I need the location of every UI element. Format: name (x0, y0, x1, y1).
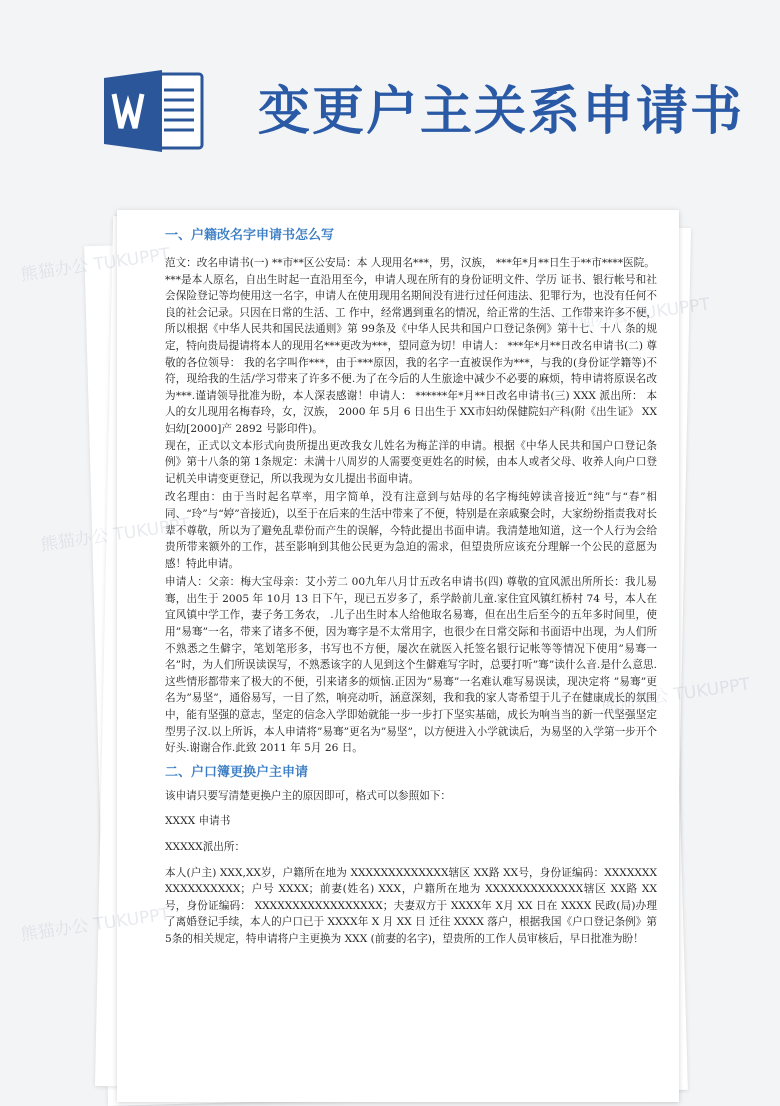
paragraph-5: 申请人：父亲：梅大宝母亲：艾小芳二 00九年八月廿五改名申请书(四) 尊敬的宜风派出所所长：我儿易骞，出生于 2005 年 10月 13 日下午，现已五岁多了，系学龄前儿童.家住宜风镇红桥村 74 号，本人在宜风镇中学工作，妻子务工务农， .儿子出生时本人给他取名易骞，但在出生后至今的五年多时间里，使用”易骞”一名，带来了诸多不便，因为骞字是不太常用字，也很少在日常交际和书面语中出现，为人们所不熟悉之生僻字，笔划笔形多，书写也不方便，屡次在就医入托签名银行记帐等等情况下使用”易骞一名”时，为人们所误读误写，不熟悉该字的人见到这个生僻难写字时，总要打听”骞”读什么音.是什么意思.这些情形都带来了极大的不便，引来诸多的烦恼.正因为”易骞”一名难认难写易误读，现决定将 ”易骞”更名为”易坚”，通俗易写，一目了然，响亮动听，涵意深刻，我和我的家人寄希望于儿子在健康成长的氛围中，能有坚强的意志，坚定的信念入学即始就能一步一步打下坚实基础，成长为响当当的新一代坚强坚定型男子汉.以上所诉，本人申请将”易骞”更名为”易坚”，以方便进入小学就读后，为易坚的入学第一步开个好头.谢谢合作.此致 2011 年 5月 26 日。 (165, 576, 657, 755)
application-body: 本人(户主) XXX,XX岁，户籍所在地为 XXXXXXXXXXXXX辖区 XX路 XX号，身份证编码：XXXXXXXXXXXXXXXXX；户号 XXXX；前妻(姓名) XXX，户籍所在地为 XXXXXXXXXXXXX辖区 XX路 XX号，身份证编码： XXXXXXXXXXXXXXXXX；夫妻双方于 XXXX年 X月 XX 日在 XXXX 民政(局)办理了离婚登记手续，本人的户口已于 XXXX年 X 月 XX 日 迁往 XXXX 落户，根据我国《户口登记条例》第 5条的相关规定，特申请将户主更换为 XXX (前妻的名字)，望贵所的工作人员审核后，早日批准为盼！ (165, 866, 657, 945)
application-title-line: XXXX 申请书 (165, 815, 231, 828)
watermark: 熊猫办公 TUKUPPT (19, 244, 172, 286)
section-heading-1: 一、户籍改名字申请书怎么写 (165, 228, 335, 243)
paragraph-1: 范文：改名申请书(一) **市**区公安局：本 人现用名***，男，汉族， ***年*月**日生于**市****医院。 (165, 257, 655, 269)
word-document-icon (100, 68, 210, 154)
police-station-line: XXXXX派出所： (165, 841, 246, 853)
section-heading-2: 二、户口簿更换户主申请 (165, 764, 309, 780)
document-page (117, 210, 679, 1102)
watermark: 熊猫办公 TUKUPPT (559, 294, 712, 336)
watermark: 熊猫办公 TUKUPPT (19, 904, 172, 946)
paragraph-4: 改名理由：由于当时起名草率，用字简单，没有注意到与姑母的名字梅纯婷读音接近“纯”与“春”相同、“玲”与“婷”音接近)，以至于在后来的生活中带来了不便，特别是在亲戚聚会时，大家纷纷指责我对长辈不尊敬，所以为了避免乱辈份而产生的误解，今特此提出书面申请。我清楚地知道，这一个人行为会给贵所带来额外的工作，甚至影响到其他公民更为急迫的需求，但望贵所应该充分理解一个公民的意愿为感！特此申请。 (165, 491, 657, 570)
page-title: 变更户主关系申请书 (258, 81, 745, 142)
paragraph-3: 现在，正式以文本形式向贵所提出更改我女儿姓名为梅芷洋的申请。根据《中华人民共和国户口登记条例》第十八条的第 1条规定：未满十八周岁的人需要变更姓名的时候，由本人或者父母、收养人向户口登记机关申请变更登记，所以我现为女儿提出书面申请。 (165, 439, 657, 485)
watermark: 熊猫办公 TUKUPPT (39, 514, 192, 556)
header (0, 0, 780, 190)
section2-intro: 该申请只要写清楚更换户主的原因即可，格式可以参照如下： (165, 789, 452, 802)
paragraph-2: ***是本人原名，自出生时起一直沿用至今，申请人现在所有的身份证明文件、学历 证书、银行帐号和社会保险登记等均使用这一名字，申请人在使用现用名期间没有进行过任何违法、犯罪行为，也没有任何不良的社会记录。只因在日常的生活、工 作中，经常遇到重名的情况，给正常的生活、工作带来许多不便，所以根据《中华人民共和国民法通则》第 99条及《中华人民共和国户口登记条例》第十七、十八 条的规定，特向贵局提请将本人的现用名***更改为***，望同意为切！申请人： ***年*月**日改名申请书(二) 尊敬的各位领导： 我的名字叫作***，由于***原因，我的名字一直被误作为***，与我的(身份证学籍等)不符，现给我的生活/学习带来了许多不便.为了在今后的人生旅途中减少不必要的麻烦，特申请将原误名改为***.谨请领导批准为盼，本人深表感谢！申请人： ******年*月**日改名申请书(三) XXX 派出所： 本人的女儿现用名梅春玲，女，汉族， 2000 年 5月 6 日出生于 XX市妇幼保健院妇产科(附《出生证》 XX妇幼[2000]产 2892 号影印件)。 (165, 273, 657, 435)
watermark: 熊猫办公 TUKUPPT (599, 674, 752, 716)
